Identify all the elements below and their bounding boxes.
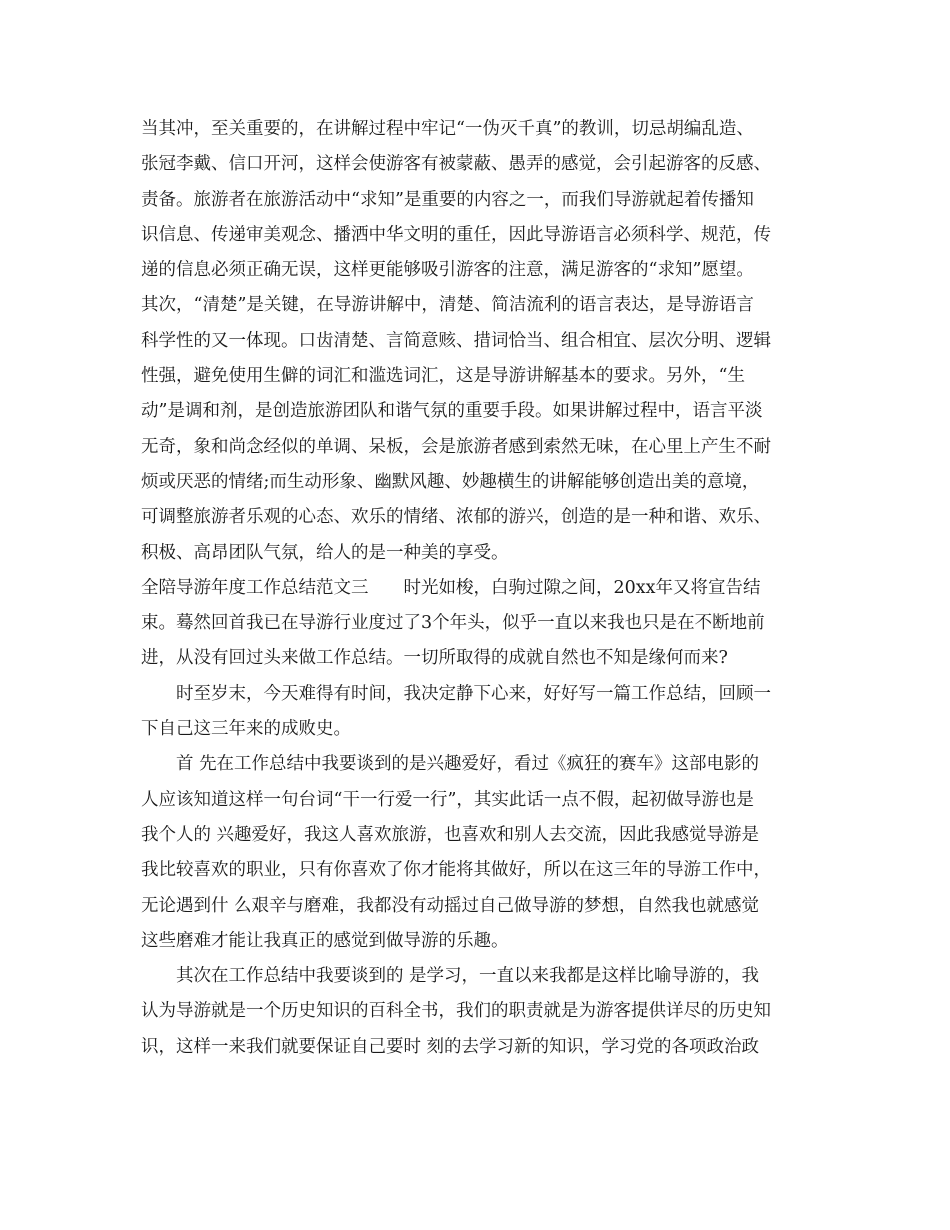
- text-line: 首 先在工作总结中我要谈到的是兴趣爱好，看过《疯狂的赛车》这部电影的: [141, 754, 760, 775]
- text-line: 我个人的 兴趣爱好，我这人喜欢旅游，也喜欢和别人去交流，因此我感觉导游是: [141, 824, 760, 845]
- text-line: 烦或厌恶的情绪;而生动形象、幽默风趣、妙趣横生的讲解能够创造出美的意境，: [141, 471, 760, 492]
- text-line: 下自己这三年来的成败史。: [141, 719, 351, 740]
- text-line: 张冠李戴、信口开河，这样会使游客有被蒙蔽、愚弄的感觉，会引起游客的反感、: [141, 154, 771, 175]
- text-line: 可调整旅游者乐观的心态、欢乐的情绪、浓郁的游兴，创造的是一种和谐、欢乐、: [141, 507, 771, 528]
- text-line: 性强，避免使用生僻的词汇和滥选词汇，这是导游讲解基本的要求。另外，“生: [141, 366, 745, 387]
- text-line: 其次，“清楚”是关键，在导游讲解中，清楚、简洁流利的语言表达，是导游语言: [141, 295, 754, 316]
- text-line: 我比较喜欢的职业，只有你喜欢了你才能将其做好，所以在这三年的导游工作中，: [141, 860, 771, 881]
- text-line: 识，这样一来我们就要保证自己要时 刻的去学习新的知识，学习党的各项政治政: [141, 1036, 760, 1057]
- text-line: 科学性的又一体现。口齿清楚、言简意赅、措词恰当、组合相宜、层次分明、逻辑: [141, 330, 771, 351]
- section-heading-line: 全陪导游年度工作总结范文三 时光如梭，白驹过隙之间，20xx年又将宣告结: [141, 577, 761, 598]
- text-line: 责备。旅游者在旅游活动中“求知”是重要的内容之一，而我们导游就起着传播知: [141, 189, 754, 210]
- text-line: 进，从没有回过头来做工作总结。一切所取得的成就自然也不知是缘何而来?: [141, 648, 728, 669]
- text-line: 认为导游就是一个历史知识的百科全书，我们的职责就是为游客提供详尽的历史知: [141, 1001, 771, 1022]
- text-line: 这些磨难才能让我真正的感觉到做导游的乐趣。: [141, 930, 509, 951]
- text-line: 无论遇到什 么艰辛与磨难，我都没有动摇过自己做导游的梦想，自然我也就感觉: [141, 895, 760, 916]
- text-line: 递的信息必须正确无误，这样更能够吸引游客的注意，满足游客的“求知”愿望。: [141, 260, 754, 281]
- text-line: 束。蓦然回首我已在导游行业度过了3个年头，似乎一直以来我也只是在不断地前: [141, 613, 765, 634]
- text-line: 识信息、传递审美观念、播洒中华文明的重任，因此导游语言必须科学、规范，传: [141, 224, 771, 245]
- text-line: 人应该知道这样一句台词“干一行爱一行”，其实此话一点不假，起初做导游也是: [141, 789, 754, 810]
- text-line: 其次在工作总结中我要谈到的 是学习，一直以来我都是这样比喻导游的，我: [141, 966, 760, 987]
- text-line: 动”是调和剂，是创造旅游团队和谐气氛的重要手段。如果讲解过程中，语言平淡: [141, 401, 763, 422]
- text-line: 积极、高昂团队气氛，给人的是一种美的享受。: [141, 542, 509, 563]
- text-line: 时至岁末，今天难得有时间，我决定静下心来，好好写一篇工作总结，回顾一: [141, 683, 771, 704]
- text-line: 当其冲，至关重要的，在讲解过程中牢记“一伪灭千真”的教训，切忌胡编乱造、: [141, 119, 754, 139]
- body-text: [141, 112, 821, 1065]
- text-line: 无奇，象和尚念经似的单调、呆板，会是旅游者感到索然无味，在心里上产生不耐: [141, 436, 771, 457]
